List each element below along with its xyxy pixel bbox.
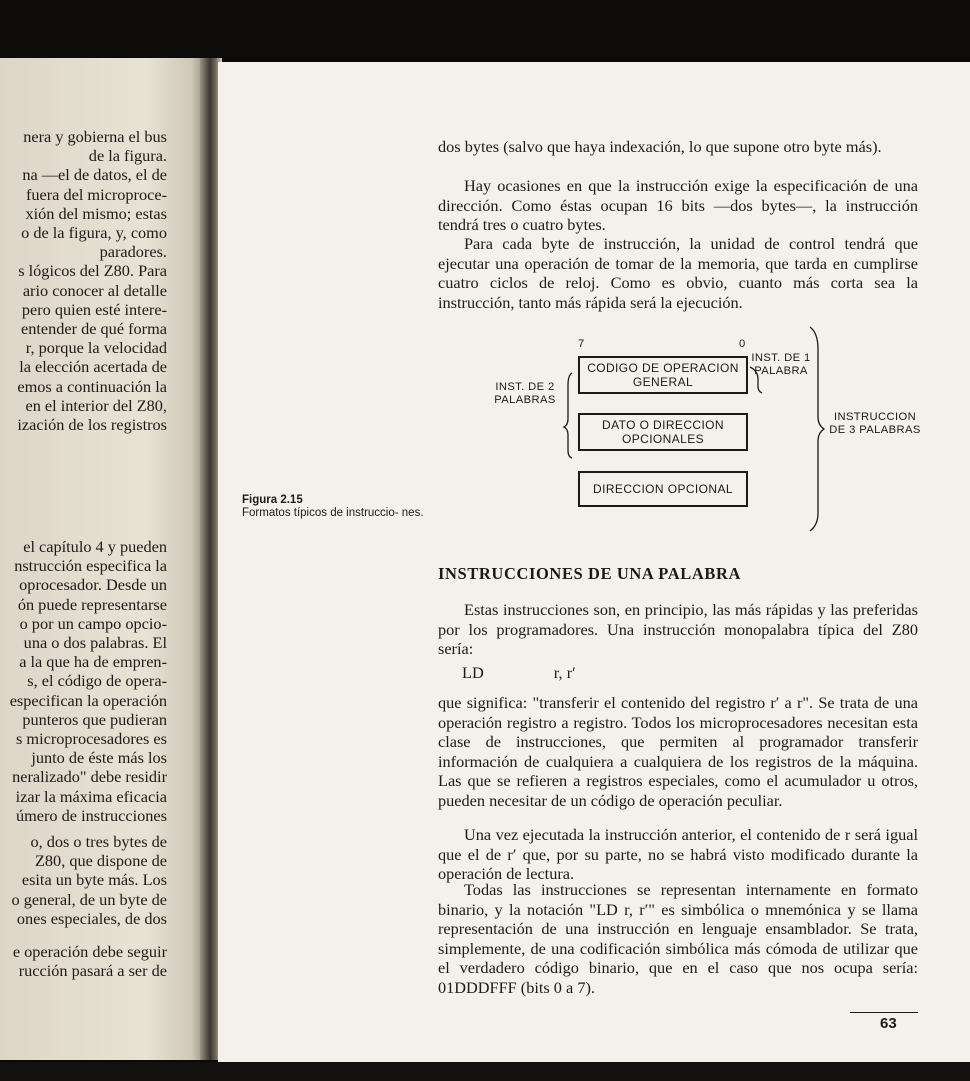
left-page: [0, 58, 208, 1060]
left-page-line: en el interior del Z80,: [25, 396, 167, 415]
left-page-line: o por un campo opcio-: [19, 614, 167, 633]
left-page-line: o, dos o tres bytes de: [30, 833, 167, 851]
left-page-line: una o dos palabras. El: [23, 634, 167, 652]
three-word-bracket: [810, 327, 824, 531]
left-page-line: entender de qué forma: [20, 320, 167, 338]
left-page-line: xión del mismo; estas: [25, 204, 167, 223]
left-page-line: a la que ha de empren-: [19, 653, 167, 672]
one-word-bracket: [750, 367, 762, 393]
left-page-line: Z80, que dispone de: [34, 852, 167, 871]
left-page-line: s microprocesadores es: [16, 730, 167, 748]
code-mnemonic: LD: [462, 663, 484, 682]
left-page-line: el capítulo 4 y pueden: [23, 538, 167, 556]
three-word-label: INSTRUCCION DE 3 PALABRAS: [829, 411, 921, 436]
left-page-line: especifican la operación: [9, 691, 167, 710]
left-page-line: la elección acertada de: [19, 358, 167, 377]
page-number: 63: [880, 1015, 897, 1032]
paragraph-5: que significa: "transferir el contenido del registro r′ a r". Se trata de una operación registro a registro. Todos los microprocesadores necesitan esta clase de instrucciones, que permiten al programador transferir información de cualquiera a cualquiera de los registros de la máquina. Las que se refieren a registros especiales, como el acumulador u otros, pueden necesitar de un código de operación peculiar.: [438, 693, 918, 810]
figure-caption: [242, 494, 424, 520]
left-page-line: s, el código de opera-: [27, 672, 167, 691]
paragraph-3: Para cada byte de instrucción, la unidad de control tendrá que ejecutar una operación de tomar de la memoria, que tarda en cumplirse cuatro ciclos de reloj. Como es obvio, cuanto más corta sea la instrucción, tanto más rápida será la ejecución.: [438, 234, 918, 312]
bit-0-label: 0: [739, 338, 746, 350]
left-page-line: rucción pasará a ser de: [18, 962, 167, 981]
scan-bottom-border: [0, 1062, 970, 1081]
left-page-line: pero quien esté intere-: [21, 300, 167, 319]
code-operands: r, r′: [553, 663, 576, 682]
paragraph-6: Una vez ejecutada la instrucción anterior, el contenido de r será igual que el de r′ que, por su parte, no se habrá visto modificado durante la operación de lectura.: [438, 825, 918, 883]
optional-address-box: DIRECCION OPCIONAL: [578, 471, 748, 507]
left-page-line: fuera del microproce-: [25, 185, 167, 204]
code-example: [462, 663, 576, 683]
two-word-bracket: [564, 373, 572, 458]
section-heading: INSTRUCCIONES DE UNA PALABRA: [438, 564, 741, 583]
left-page-line: e operación debe seguir: [12, 943, 167, 961]
opcode-box: CODIGO DE OPERACION GENERAL: [578, 356, 748, 394]
left-page-line: o general, de un byte de: [11, 890, 167, 909]
left-page-line: junto de éste más los: [31, 749, 167, 768]
one-word-label: INST. DE 1 PALABRA: [751, 352, 811, 377]
figure-caption-text: Formatos típicos de instruccio- nes.: [242, 507, 424, 519]
left-page-line: neralizado" debe residir: [12, 768, 167, 787]
left-page-line: esita un byte más. Los: [21, 871, 167, 890]
paragraph-2: Hay ocasiones en que la instrucción exige la especificación de una dirección. Como éstas ocupan 16 bits —dos bytes—, la instrucción tendrá tres o cuatro bytes.: [438, 176, 918, 234]
bracket-lines: [560, 325, 830, 535]
bit-7-label: 7: [578, 338, 585, 350]
left-page-line: nstrucción especifica la: [14, 557, 167, 576]
left-page-line: o de la figura, y, como: [21, 224, 167, 242]
left-page-line: emos a continuación la: [17, 377, 167, 396]
left-page-line: ario conocer al detalle: [22, 281, 167, 300]
two-word-label: INST. DE 2 PALABRAS: [494, 381, 556, 406]
left-page-line: oprocesador. Desde un: [19, 576, 167, 595]
paragraph-7: Todas las instrucciones se representan internamente en formato binario, y la notación "LD r, r′" es simbólica o mnemónica y se llama representación de una instrucción en lenguaje ensamblador. Se trata, simplemente, de una codificación simbólica más cómoda de utilizar que el verdadero código binario, que en el caso que nos ocupa sería: 01DDDFFF (bits 0 a 7).: [438, 880, 918, 997]
left-page-line: de la figura.: [88, 147, 167, 166]
data-address-box: DATO O DIRECCION OPCIONALES: [578, 413, 748, 451]
left-page-line: izar la máxima eficacia: [15, 787, 167, 806]
scan-top-border: [0, 0, 970, 58]
left-page-line: r, porque la velocidad: [25, 339, 167, 358]
left-page-line: ización de los registros: [17, 416, 167, 434]
left-page-line: ón puede representarse: [17, 595, 167, 614]
left-page-line: ones especiales, de dos: [16, 909, 167, 928]
left-page-line: nera y gobierna el bus: [23, 128, 167, 146]
left-page-line: paradores.: [99, 243, 167, 262]
figure-number: Figura 2.15: [242, 494, 303, 506]
left-page-line: na —el de datos, el de: [22, 166, 167, 185]
left-page-line: s lógicos del Z80. Para: [18, 262, 167, 281]
paragraph-1: dos bytes (salvo que haya indexación, lo que supone otro byte más).: [438, 137, 882, 156]
left-page-line: punteros que pudieran: [22, 710, 167, 729]
paragraph-4: Estas instrucciones son, en principio, las más rápidas y las preferidas por los programadores. Una instrucción monopalabra típica del Z80 sería:: [438, 600, 918, 658]
page-number-rule: [850, 1012, 918, 1013]
left-page-line: úmero de instrucciones: [15, 806, 167, 825]
